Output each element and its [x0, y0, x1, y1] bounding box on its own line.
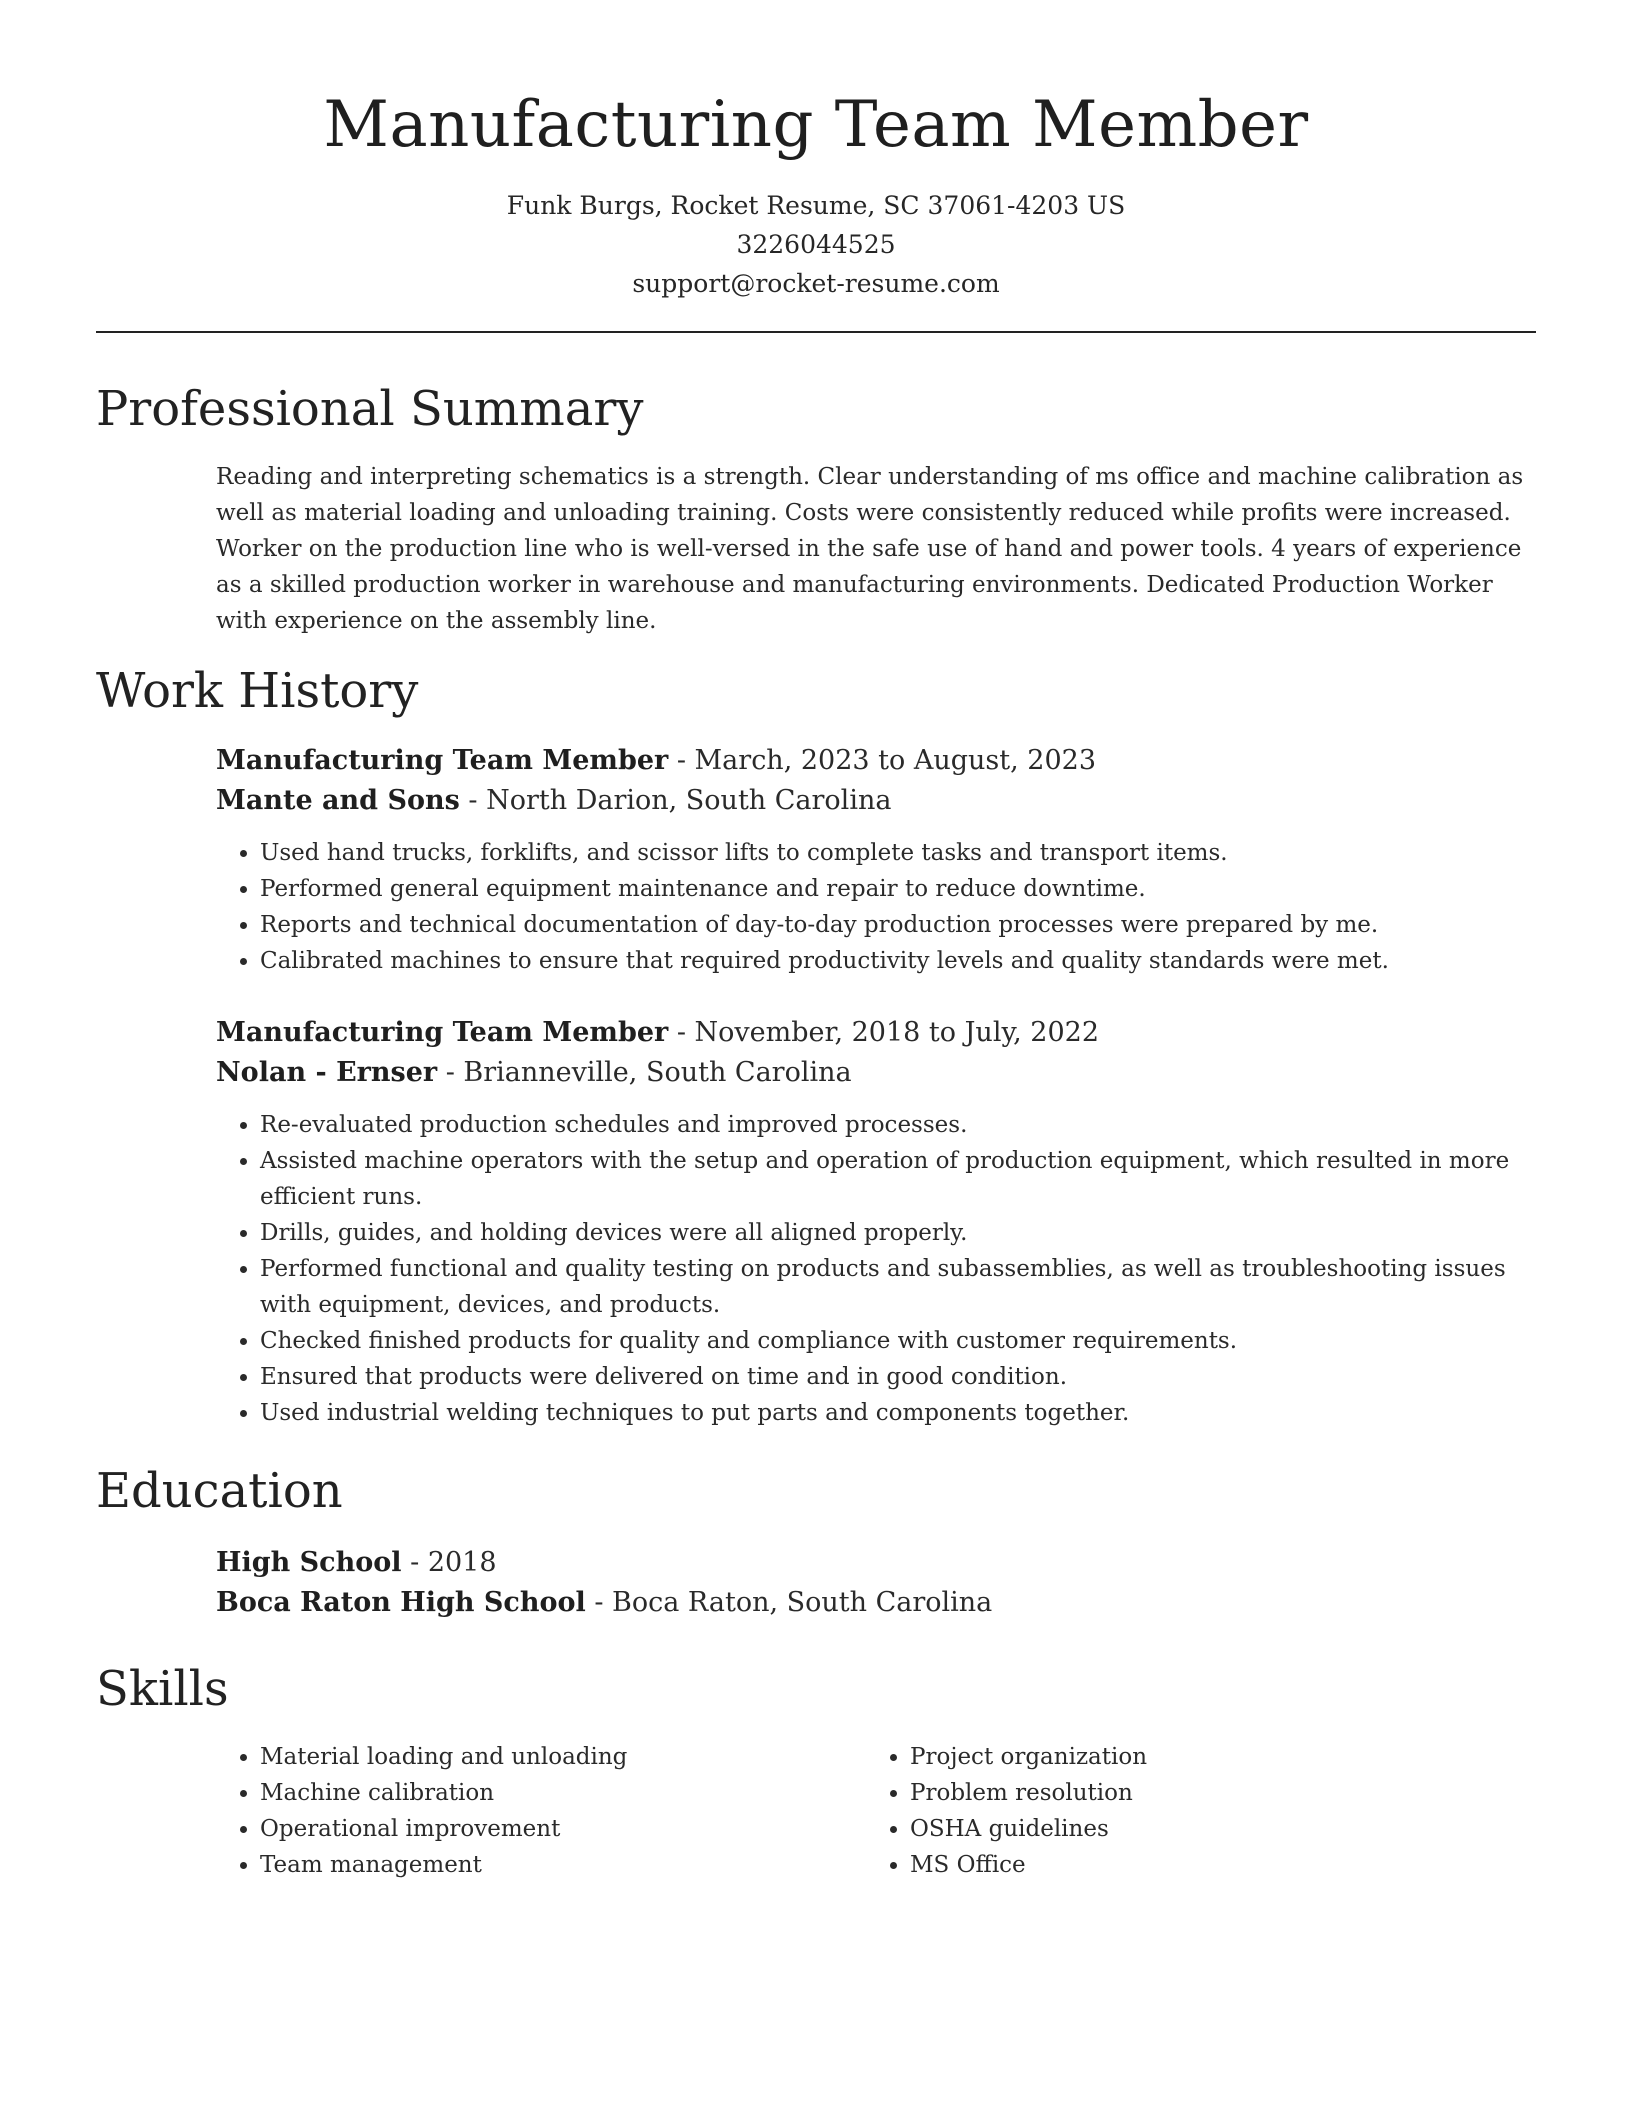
job-position: Manufacturing Team Member	[216, 1017, 669, 1048]
skills-grid	[216, 1739, 1536, 1883]
skills-list	[216, 1739, 866, 1883]
education-entry	[216, 1543, 1536, 1623]
education-year: - 2018	[401, 1547, 497, 1578]
skill-item: • Operational improvement	[260, 1811, 866, 1847]
skill-item: • Problem resolution	[910, 1775, 1516, 1811]
job-duty: • Ensured that products were delivered on time and in good condition.	[260, 1359, 1536, 1395]
education-school: Boca Raton High School	[216, 1587, 586, 1618]
job-location: - Brianneville, South Carolina	[437, 1057, 852, 1088]
resume-header	[96, 0, 1536, 303]
summary-heading: Professional Summary	[96, 381, 644, 437]
contact-phone: 3226044525	[736, 230, 896, 259]
job-title-line	[216, 741, 1536, 781]
job-duty: • Drills, guides, and holding devices were all aligned properly.	[260, 1215, 1536, 1251]
job-entry	[216, 741, 1536, 979]
education-degree: High School	[216, 1547, 402, 1578]
job-duty: • Reports and technical documentation of day-to-day production processes were prepared by me.	[260, 907, 1536, 943]
skill-item: • Team management	[260, 1847, 866, 1883]
job-company-line	[216, 781, 1536, 821]
job-duty: • Performed general equipment maintenance and repair to reduce downtime.	[260, 871, 1536, 907]
work-history-heading: Work History	[96, 663, 419, 719]
education-degree-line	[216, 1543, 1536, 1583]
job-duty: • Re-evaluated production schedules and improved processes.	[260, 1107, 1536, 1143]
skill-item: • Project organization	[910, 1739, 1516, 1775]
job-company: Nolan - Ernser	[216, 1057, 438, 1088]
job-position: Manufacturing Team Member	[216, 745, 669, 776]
contact-email: support@rocket-resume.com	[632, 269, 1000, 298]
job-duties	[216, 835, 1536, 979]
skill-item: • Material loading and unloading	[260, 1739, 866, 1775]
job-company: Mante and Sons	[216, 785, 460, 816]
skills-heading: Skills	[96, 1661, 229, 1717]
summary-text: Reading and interpreting schematics is a strength. Clear understanding of ms office and machine calibration as well as material loading and unloading training. Costs were consistently reduced while profits were increased. Worker on the production line who is well-versed in the safe use of hand and power tools. 4 years of experience as a skilled production worker in warehouse and manufacturing environments. Dedicated Production Worker with experience on the assembly line.	[216, 464, 1524, 634]
job-duty: • Calibrated machines to ensure that required productivity levels and quality standards were met.	[260, 943, 1536, 979]
job-location: - North Darion, South Carolina	[459, 785, 892, 816]
job-duties	[216, 1107, 1536, 1431]
job-dates: - March, 2023 to August, 2023	[668, 745, 1096, 776]
job-entry	[216, 1013, 1536, 1431]
skill-item: • Machine calibration	[260, 1775, 866, 1811]
job-duty: • Assisted machine operators with the setup and operation of production equipment, which resulted in more efficient runs.	[260, 1143, 1536, 1215]
contact-address: Funk Burgs, Rocket Resume, SC 37061-4203 US	[506, 191, 1126, 220]
skills-column-right	[866, 1739, 1516, 1883]
skill-item: • OSHA guidelines	[910, 1811, 1516, 1847]
skills-list	[866, 1739, 1516, 1883]
education-location: - Boca Raton, South Carolina	[585, 1587, 993, 1618]
skills-column-left	[216, 1739, 866, 1883]
education-school-line	[216, 1583, 1536, 1623]
job-dates: - November, 2018 to July, 2022	[668, 1017, 1099, 1048]
job-duty: • Used industrial welding techniques to put parts and components together.	[260, 1395, 1536, 1431]
header-divider	[96, 331, 1536, 333]
candidate-name: Manufacturing Team Member	[323, 88, 1309, 162]
skill-item: • MS Office	[910, 1847, 1516, 1883]
job-company-line	[216, 1053, 1536, 1093]
job-duty: • Checked finished products for quality and compliance with customer requirements.	[260, 1323, 1536, 1359]
job-title-line	[216, 1013, 1536, 1053]
education-heading: Education	[96, 1463, 343, 1519]
job-duty: • Performed functional and quality testing on products and subassemblies, as well as troubleshooting issues with equipment, devices, and products.	[260, 1251, 1536, 1323]
job-duty: • Used hand trucks, forklifts, and scissor lifts to complete tasks and transport items.	[260, 835, 1536, 871]
contact-block	[96, 186, 1536, 303]
